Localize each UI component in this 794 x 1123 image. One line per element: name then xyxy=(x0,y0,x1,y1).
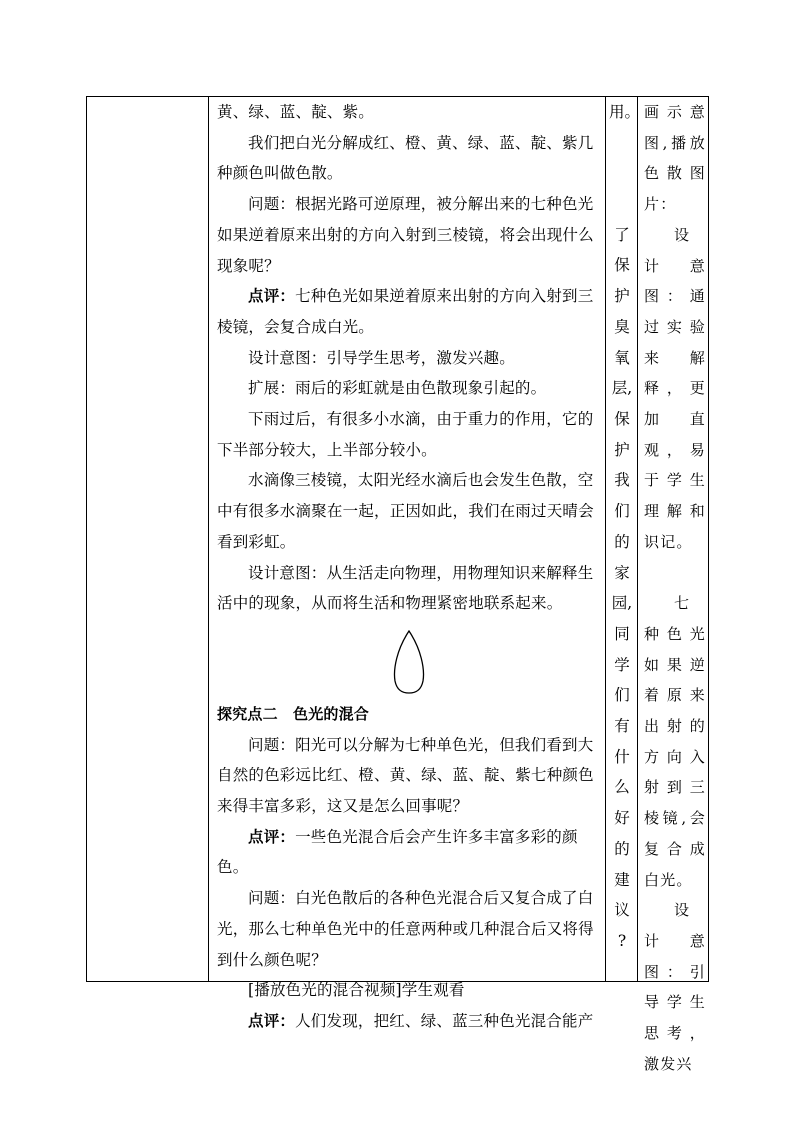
narrow-char: 了 xyxy=(614,225,630,244)
note-recombine: 七种色光如果逆着原来出射的方向入射到三棱镜,会复合成白光。 xyxy=(644,594,706,889)
narrow-char: 有 xyxy=(614,717,630,736)
narrow-char: ? xyxy=(617,931,627,950)
narrow-char: 们 xyxy=(614,502,630,521)
narrow-char: 们 xyxy=(614,686,630,705)
figure-area xyxy=(217,619,601,699)
paragraph-design-intent-life: 设计意图：从生活走向物理，用物理知识来解释生活中的现象，从而将生活和物理紧密地联系起来。 xyxy=(217,563,594,613)
paragraph-water-prism: 水滴像三棱镜，太阳光经水滴后也会发生色散，空中有很多水滴聚在一起，正因如此，我们在雨过天晴会看到彩虹。 xyxy=(217,471,594,551)
paragraph-raindrops: 下雨过后，有很多小水滴，由于重力的作用，它的下半部分较大，上半部分较小。 xyxy=(217,410,594,459)
paragraph-comment-mixing xyxy=(217,822,601,883)
narrow-top-text: 用。 xyxy=(609,103,641,121)
paragraph-design-intent: 设计意图：引导学生思考，激发兴趣。 xyxy=(248,348,515,367)
comment-text: 七种色光如果逆着原来出射的方向入射到三棱镜，会复合成白光。 xyxy=(217,287,594,336)
comment-label: 点评： xyxy=(248,826,296,846)
note-design-intent-thinking: 设计意图：引导学生思考，激发兴 xyxy=(644,901,706,1073)
narrow-char: 家 xyxy=(614,563,630,582)
design-notes-column xyxy=(640,97,708,1073)
narrow-char: 么 xyxy=(614,778,630,797)
paragraph-question-reversibility: 问题：根据光路可逆原理，被分解出来的七种色光如果逆着原来出射的方向入射到三棱镜，将会出现什么现象呢？ xyxy=(217,195,594,275)
column-divider xyxy=(637,97,638,981)
paragraph-comment-rgb xyxy=(217,1006,601,1037)
paragraph-question-colors: 问题：阳光可以分解为七种单色光，但我们看到大自然的色彩远比红、橙、黄、绿、蓝、靛、紫七种颜色来得丰富多彩，这又是怎么回事呢？ xyxy=(217,735,594,816)
narrow-char: 氧 xyxy=(614,348,630,367)
narrow-char: 学 xyxy=(614,655,630,674)
narrow-char: 臭 xyxy=(614,317,630,336)
comment-label: 点评： xyxy=(248,286,296,306)
narrow-char: 护 xyxy=(614,287,630,306)
narrow-char: 的 xyxy=(614,839,630,858)
note-figure: 画示意图,播放色散图片： xyxy=(644,103,706,214)
paragraph-dispersion-definition: 我们把白光分解成红、橙、黄、绿、蓝、靛、紫几种颜色叫做色散。 xyxy=(217,133,594,183)
lesson-table xyxy=(86,96,709,1073)
narrow-char: 保 xyxy=(614,409,630,428)
comment-text: 人们发现，把红、绿、蓝三种色光混合能产 xyxy=(295,1011,594,1030)
paragraph-question-mix-result: 问题：白光色散后的各种色光混合后又复合成了白光，那么七种单色光中的任意两种或几种混合后又将得到什么颜色呢？ xyxy=(217,889,594,969)
paragraph-video-note: [播放色光的混合视频]学生观看 xyxy=(248,981,465,1000)
column-divider xyxy=(605,97,606,981)
comment-text: 一些色光混合后会产生许多丰富多彩的颜色。 xyxy=(217,827,578,877)
water-drop-figure xyxy=(391,629,427,695)
narrow-char: 护 xyxy=(614,440,630,459)
narrow-char: 保 xyxy=(614,256,630,275)
teaching-process-column xyxy=(209,97,605,1030)
comment-label: 点评： xyxy=(248,1010,296,1030)
narrow-char: 好 xyxy=(614,809,630,828)
narrow-char: 园, xyxy=(611,594,633,613)
student-activity-column xyxy=(609,97,641,981)
narrow-char: 同 xyxy=(614,624,630,643)
note-design-intent-experiment: 设计意图：通过实验来解释，更加直观，易于学生理解和识记。 xyxy=(644,225,706,551)
paragraph-comment-recombine xyxy=(217,281,601,342)
narrow-char: 什 xyxy=(614,747,630,766)
paragraph-continuation: 黄、绿、蓝、靛、紫。 xyxy=(217,103,375,121)
narrow-char: 的 xyxy=(614,532,630,551)
narrow-char: 议 xyxy=(614,901,630,920)
narrow-char: 建 xyxy=(614,870,630,889)
narrow-char: 我 xyxy=(614,471,630,490)
narrow-char: 层, xyxy=(611,379,633,398)
paragraph-extension-rainbow: 扩展：雨后的彩虹就是由色散现象引起的。 xyxy=(248,379,547,398)
section-heading: 探究点二 色光的混合 xyxy=(217,704,370,723)
